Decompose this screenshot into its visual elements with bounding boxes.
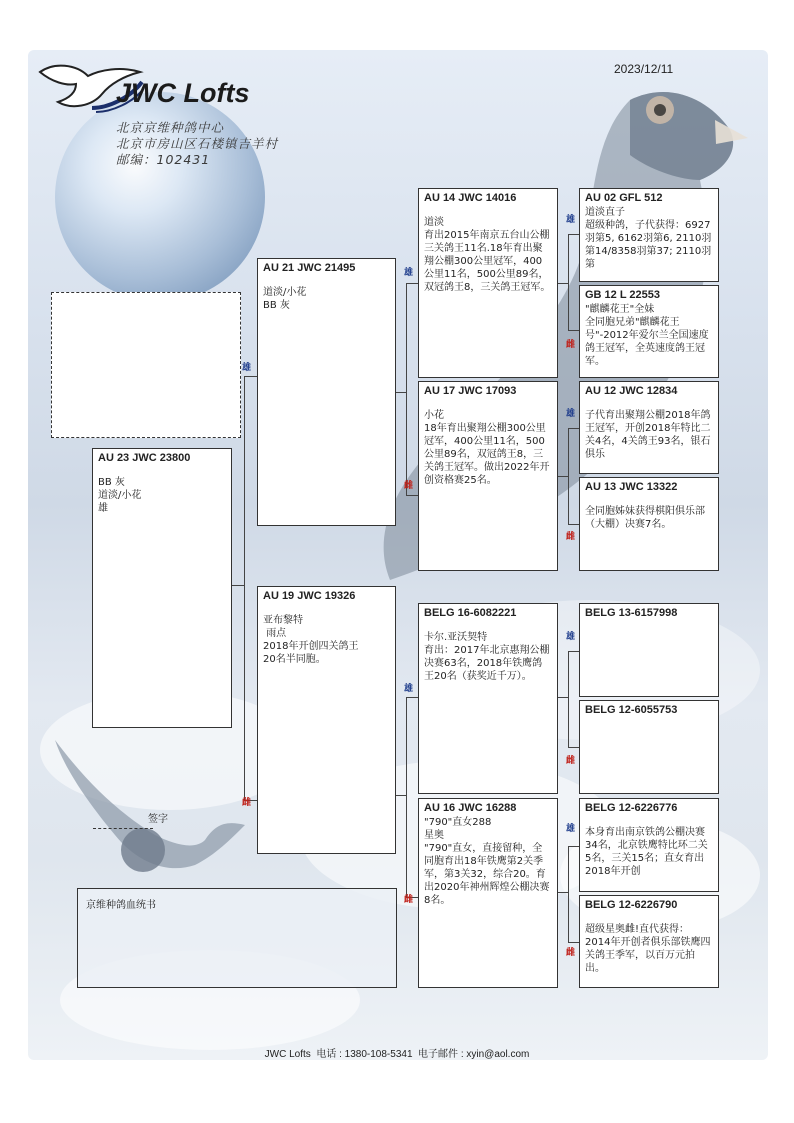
ring-number: BELG 12-6226776: [585, 802, 678, 814]
connector: [406, 283, 407, 495]
ring-number: AU 21 JWC 21495: [263, 262, 356, 274]
sex-mark-cock: 雄: [566, 409, 576, 419]
sire-card: [257, 258, 396, 526]
ring-number: AU 12 JWC 12834: [585, 385, 678, 397]
ring-number: BELG 13-6157998: [585, 607, 678, 619]
address-line-2: 北京市房山区石楼镇吉羊村: [116, 136, 279, 151]
dam-sire-dam-card: [579, 700, 719, 794]
sex-mark-cock: 雄: [566, 215, 576, 225]
dam-dam-card: [418, 798, 558, 988]
bird-notes: 超级星奥雌!直代获得：2014年开创者俱乐部铁鹰四关鸽王季军，以百万元拍出。: [585, 924, 711, 974]
bird-notes: 子代育出聚翔公棚2018年鸽王冠军，开创2018年特比二关4名，4关鸽王93名，银石俱乐: [585, 410, 711, 460]
connector: [244, 376, 245, 800]
dam-card: [257, 586, 396, 854]
ring-number: AU 17 JWC 17093: [424, 385, 517, 397]
connector: [231, 585, 245, 586]
sex-mark-cock: 雄: [404, 684, 414, 694]
footer-contact: JWC Lofts 电话 : 1380-108-5341 电子邮件 : xyin@aol.com: [264, 1049, 530, 1060]
certificate-box: [77, 888, 397, 988]
connector: [568, 651, 579, 652]
bird-notes: "麒麟花王"全妹 全同胞兄弟"麒麟花王号"-2012年爱尔兰全国速度鸽王冠军，全英速度鸽王冠军。: [585, 304, 709, 367]
brand-name: JWC Lofts: [116, 78, 250, 108]
ring-number: AU 02 GFL 512: [585, 192, 663, 204]
connector: [406, 495, 418, 496]
connector: [406, 283, 418, 284]
sire-dam-dam-card: [579, 477, 719, 571]
signature-line: [93, 828, 153, 829]
bird-notes: 本身育出南京铁鸽公棚决赛34名，北京铁鹰特比环二关5名，三关15名；直女育出2018年开创: [585, 827, 708, 877]
sex-mark-hen: 雌: [566, 340, 576, 350]
connector: [568, 234, 569, 330]
dam-sire-sire-card: [579, 603, 719, 697]
bird-notes: 小花 18年育出聚翔公棚300公里冠军，400公里11名，500公里89名，双冠鸽王8，三关鸽王冠军。做出2022年开创资格赛25名。: [424, 410, 550, 486]
sire-dam-card: [418, 381, 558, 571]
sex-mark-cock: 雄: [566, 824, 576, 834]
connector: [568, 846, 569, 942]
connector: [568, 330, 579, 331]
print-date: 2023/12/11: [614, 62, 674, 76]
connector: [568, 428, 579, 429]
sex-mark-cock: 雄: [404, 268, 414, 278]
signature-label: 签字: [148, 814, 168, 825]
ring-number: BELG 12-6226790: [585, 899, 678, 911]
connector: [568, 651, 569, 747]
ring-number: AU 14 JWC 14016: [424, 192, 517, 204]
sire-sire-dam-card: [579, 285, 719, 378]
bird-notes: BB 灰 道淡/小花 雄: [98, 477, 142, 514]
connector: [568, 524, 579, 525]
ring-number: BELG 16-6082221: [424, 607, 517, 619]
bird-notes: 卡尔.亚沃契特 育出：2017年北京惠翔公棚决赛63名，2018年铁鹰鸽王20名（获奖近千万）。: [424, 632, 550, 682]
connector: [406, 697, 418, 698]
ring-number: AU 19 JWC 19326: [263, 590, 356, 602]
ring-number: GB 12 L 22553: [585, 289, 661, 301]
dam-sire-card: [418, 603, 558, 794]
connector: [244, 376, 257, 377]
ring-number: AU 13 JWC 13322: [585, 481, 678, 493]
bird-notes: "790"直女288 星奥 "790"直女，直接留种，全同胞育出18年铁鹰第2关季军，第3关32，综合20。育出2020年神州辉煌公棚决赛8名。: [424, 817, 550, 906]
address-line-1: 北京京维种鸽中心: [116, 120, 225, 135]
dam-dam-sire-card: [579, 798, 719, 892]
connector: [406, 697, 407, 897]
certificate-title: 京维种鸽血统书: [86, 900, 156, 911]
ring-number: AU 16 JWC 16288: [424, 802, 517, 814]
connector: [568, 846, 579, 847]
ring-number: AU 23 JWC 23800: [98, 452, 191, 464]
bird-notes: 道淡/小花 BB 灰: [263, 287, 307, 311]
bird-notes: 道淡直子 超级种鸽，子代获得：6927羽第5, 6162羽第6, 2110羽第14/8358羽第37; 2110羽第: [585, 207, 712, 270]
sire-sire-card: [418, 188, 558, 378]
bird-notes: 亚布黎特 雨点 2018年开创四关鸽王 20名半同胞。: [263, 615, 359, 665]
sex-mark-cock: 雄: [566, 632, 576, 642]
sex-mark-hen: 雌: [404, 481, 414, 491]
connector: [568, 747, 579, 748]
sire-dam-sire-card: [579, 381, 719, 474]
sex-mark-hen: 雌: [566, 948, 576, 958]
bird-notes: 全同胞姊妹获得棋阳俱乐部（大棚）决赛7名。: [585, 506, 705, 530]
sex-mark-hen: 雌: [404, 895, 414, 905]
sire-sire-sire-card: [579, 188, 719, 282]
connector: [568, 942, 579, 943]
address-line-3: 邮编：102431: [116, 152, 211, 167]
photo-placeholder: [51, 292, 241, 438]
dam-dam-dam-card: [579, 895, 719, 988]
sex-mark-hen: 雌: [566, 532, 576, 542]
subject-card: [92, 448, 232, 728]
ring-number: BELG 12-6055753: [585, 704, 678, 716]
connector: [568, 428, 569, 524]
sex-mark-hen: 雌: [566, 756, 576, 766]
sex-mark-cock: 雄: [242, 363, 252, 373]
bird-notes: 道淡 育出2015年南京五台山公棚三关鸽王11名.18年育出聚翔公棚300公里冠军，400公里11名，500公里89名，双冠鸽王8，三关鸽王冠军。: [424, 217, 551, 293]
sex-mark-hen: 雌: [242, 798, 252, 808]
connector: [568, 234, 579, 235]
